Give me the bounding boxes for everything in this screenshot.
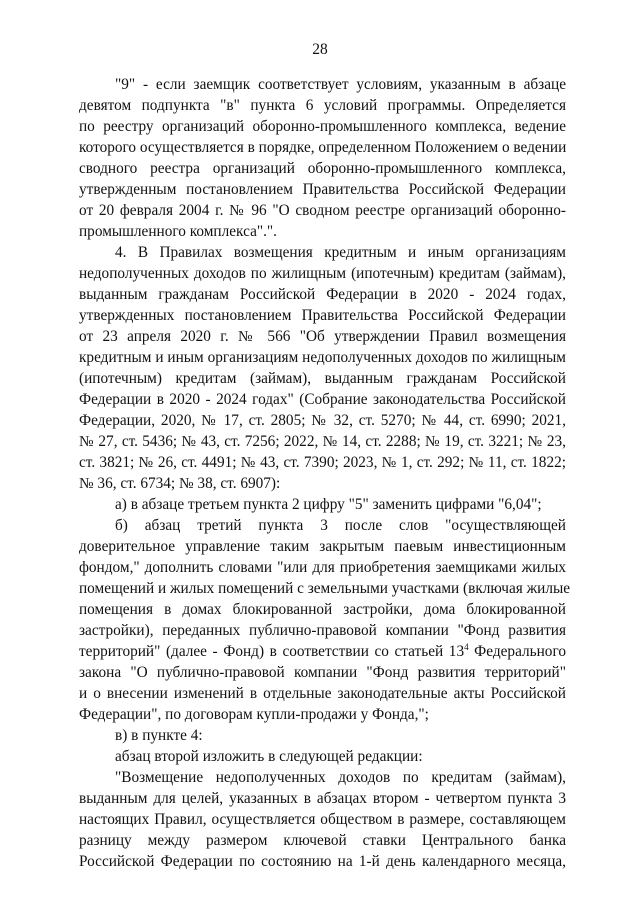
text-line: "Возмещение недополученных доходов по кредитам (займам), [115, 769, 566, 786]
text-line: абзац второй изложить в следующей редакции: [115, 748, 423, 765]
text-line: Федерации", по договорам купли-продажи у Фонда,"; [79, 706, 429, 723]
text-line: (ипотечным) кредитам (займам), выданным гражданам Российской [79, 370, 566, 387]
text-line: № 27, ст. 5436; № 43, ст. 7256; 2022, № 14, ст. 2288; № 19, ст. 3221; № 23, [79, 433, 566, 450]
text-line: помещения в домах блокированной застройки, дома блокированной [79, 601, 566, 618]
text-line: а) в абзаце третьем пункта 2 цифру "5" заменить цифрами "6,04"; [115, 496, 542, 513]
text-line: недополученных доходов по жилищным (ипотечным) кредитам (займам), [79, 265, 566, 282]
superscript: 4 [464, 642, 469, 652]
text-line: промышленного комплекса".". [79, 223, 277, 240]
text-line: б) абзац третий пункта 3 после слов "осуществляющей [115, 517, 566, 534]
text-line: Федерации, 2020, № 17, ст. 2805; № 32, ст. 5270; № 44, ст. 6990; 2021, [79, 412, 566, 429]
text-line: утвержденных постановлением Правительства Российской Федерации [79, 307, 566, 324]
text-line: помещений и жилых помещений с земельными участками (включая жилые [79, 580, 571, 597]
text-line: выданным для целей, указанных в абзацах втором - четвертом пункта 3 [79, 790, 566, 807]
text-line: застройки), переданных публично-правовой компании "Фонд развития [79, 622, 566, 639]
text-line: 4. В Правилах возмещения кредитным и иным организациям [115, 244, 566, 261]
document-body [79, 74, 571, 872]
text-line: утвержденным постановлением Правительства Российской Федерации [79, 181, 566, 198]
page-number: 28 [312, 41, 328, 58]
text-line: настоящих Правил, осуществляется обществом в размере, составляющем [79, 811, 566, 828]
text-line [79, 641, 566, 662]
text-line: разницу между размером ключевой ставки Центрального банка [79, 832, 566, 849]
text-line: Федерации в 2020 - 2024 годах" (Собрание законодательства Российской [79, 391, 566, 408]
text-line: девятом подпункта "в" пункта 6 условий программы. Определяется [79, 97, 566, 114]
text-line: закона "О публично-правовой компании "Фонд развития территорий" [79, 664, 566, 681]
text-line: Российской Федерации по состоянию на 1-й день календарного месяца, [79, 853, 566, 870]
text-line: "9" - если заемщик соответствует условиям, указанным в абзаце [115, 76, 566, 93]
text-line: выданным гражданам Российской Федерации в 2020 - 2024 годах, [79, 286, 566, 303]
text-line: сводного реестра организаций оборонно-промышленного комплекса, [79, 160, 566, 177]
text-line-part: территорий" (далее - Фонд) в соответствии со статьей 13 [79, 643, 465, 660]
text-line: по реестру организаций оборонно-промышленного комплекса, ведение [79, 118, 566, 135]
text-line: № 36, ст. 6734; № 38, ст. 6907): [79, 475, 281, 492]
text-line: и о внесении изменений в отдельные законодательные акты Российской [79, 685, 566, 702]
text-line: которого осуществляется в порядке, определенном Положением о ведении [79, 139, 567, 156]
text-line: кредитным и иным организациям недополученных доходов по жилищным [79, 349, 566, 366]
text-line: от 20 февраля 2004 г. № 96 "О сводном реестре организаций оборонно- [79, 202, 566, 219]
text-line: от 23 апреля 2020 г. № 566 "Об утверждении Правил возмещения [79, 328, 566, 345]
text-line: в) в пункте 4: [115, 727, 203, 744]
text-line: фондом," дополнить словами "или для приобретения заемщиками жилых [79, 559, 566, 576]
text-line-part: Федерального [468, 643, 566, 660]
text-line: ст. 3821; № 26, ст. 4491; № 43, ст. 7390; 2023, № 1, ст. 292; № 11, ст. 1822; [79, 454, 566, 471]
text-line: доверительное управление таким закрытым паевым инвестиционным [79, 538, 566, 555]
